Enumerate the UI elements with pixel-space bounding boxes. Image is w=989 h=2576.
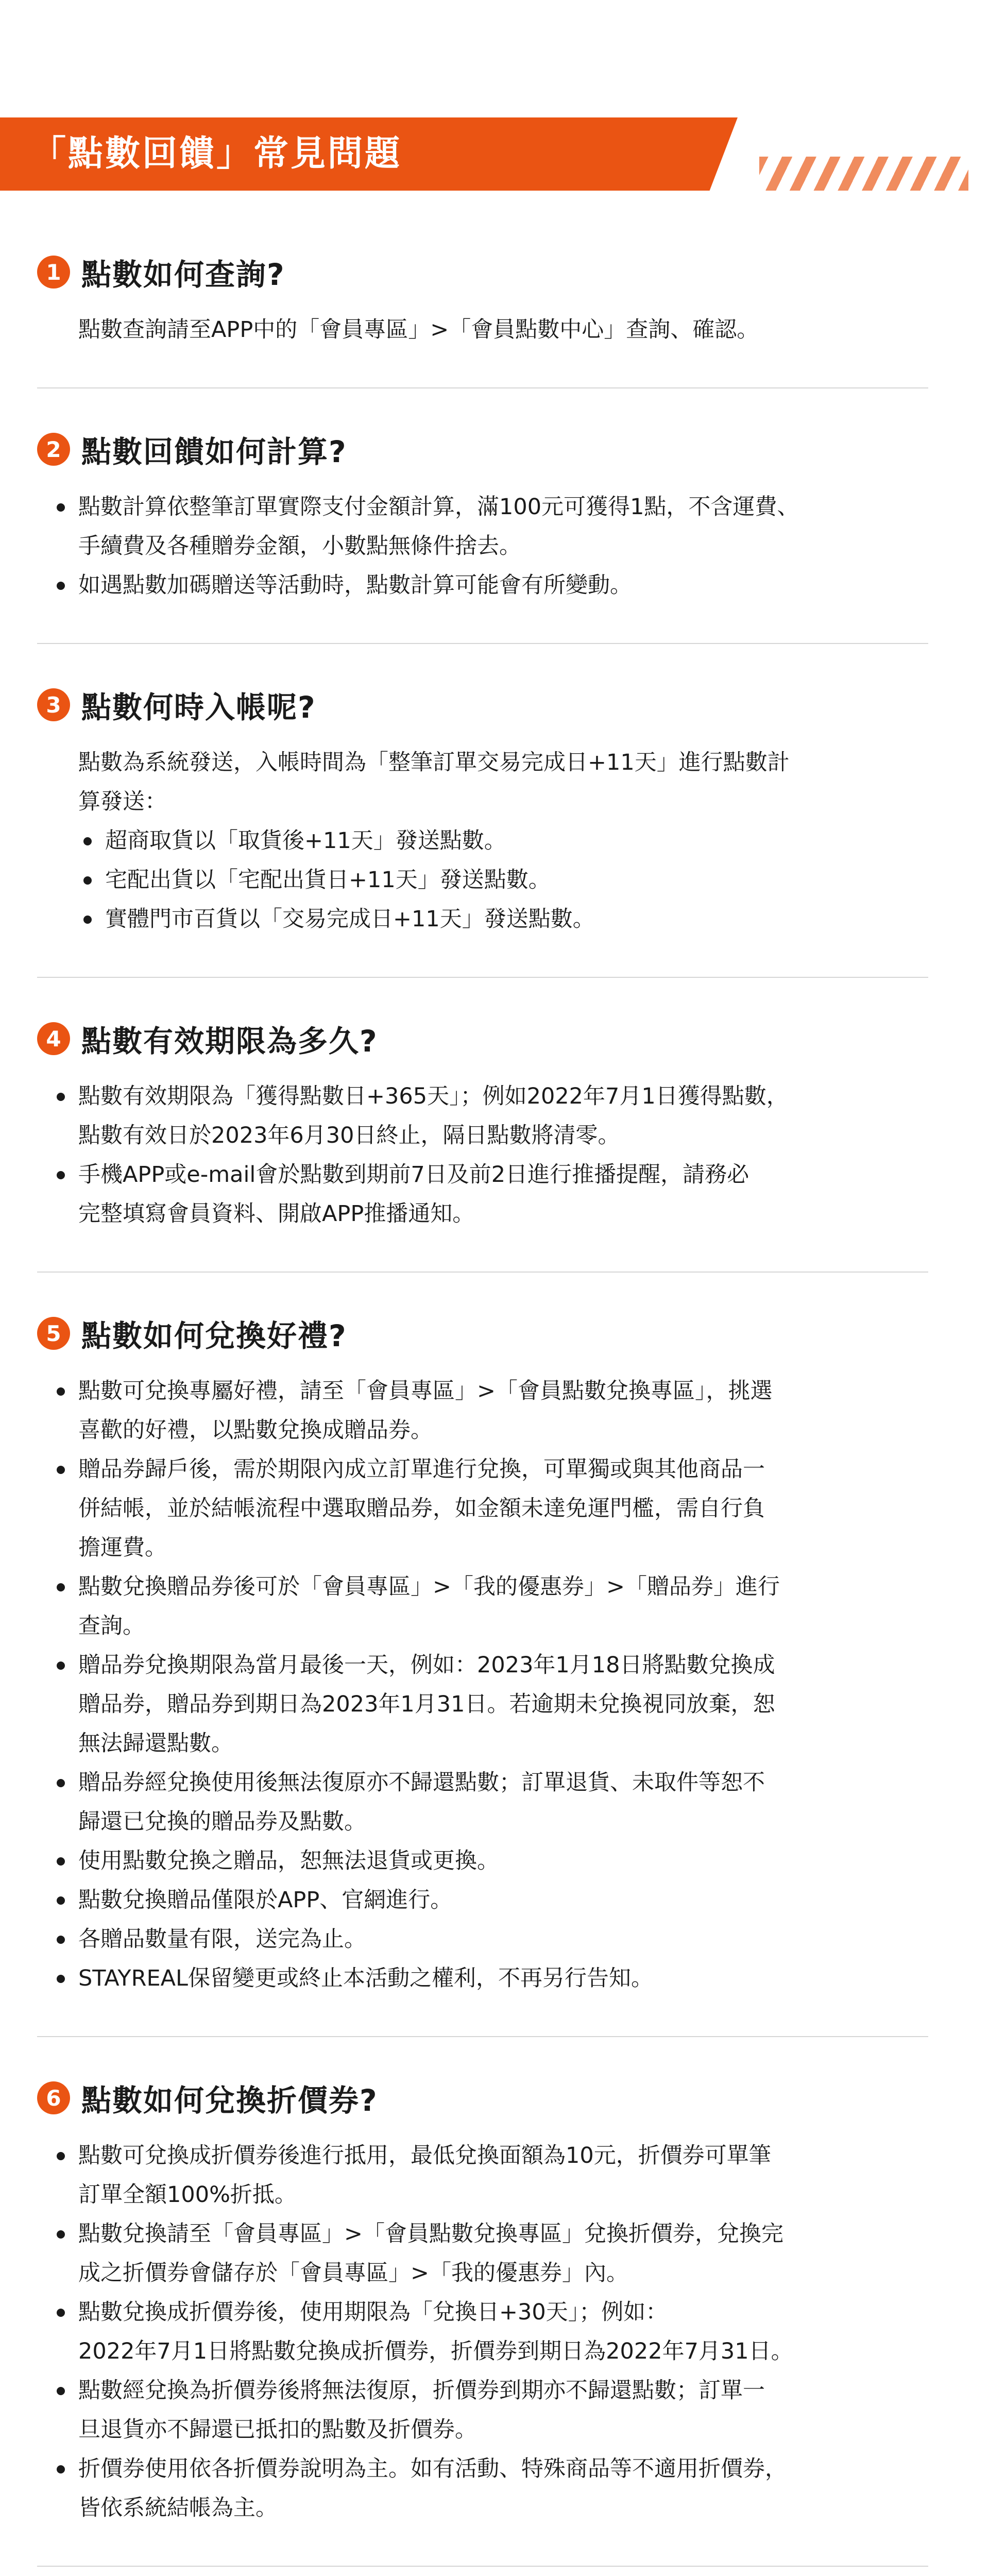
list-item: 點數兌換贈品僅限於APP、官網進行。 — [78, 1880, 932, 1920]
faq-list — [0, 252, 989, 2576]
faq-item-6 — [0, 2078, 989, 2567]
faq-item-2 — [0, 430, 989, 644]
answer-line: 點數為系統發送，入帳時間為「整筆訂單交易完成日+11天」進行點數計 — [78, 750, 790, 775]
list-item: 點數有效期限為「獲得點數日+365天」；例如2022年7月1日獲得點數， — [78, 1077, 932, 1116]
list-item-continuation: 無法歸還點數。 — [78, 1731, 233, 1756]
list-item: 點數經兌換為折價券後將無法復原，折價券到期亦不歸還點數；訂單一 — [78, 2371, 932, 2410]
list-item: 使用點數兌換之贈品，恕無法退貨或更換。 — [78, 1841, 932, 1880]
list-item: 各贈品數量有限，送完為止。 — [78, 1920, 932, 1959]
list-item: 贈品券經兌換使用後無法復原亦不歸還點數；訂單退貨、未取件等恕不 — [78, 1763, 932, 1802]
answer-list — [78, 487, 932, 605]
list-item: 贈品券兌換期限為當月最後一天，例如：2023年1月18日將點數兌換成 — [78, 1646, 932, 1685]
question-number-badge: 1 — [37, 256, 70, 289]
faq-question — [0, 1314, 989, 1353]
section-divider — [37, 2566, 928, 2567]
list-item-continuation: 完整填寫會員資料、開啟APP推播通知。 — [78, 1201, 475, 1227]
list-item-continuation: 點數有效日於2023年6月30日終止，隔日點數將清零。 — [78, 1123, 620, 1148]
banner-stripes-decoration — [759, 157, 968, 191]
question-text: 點數如何查詢? — [81, 257, 285, 292]
section-divider — [37, 977, 928, 978]
question-text: 點數有效期限為多久? — [81, 1024, 378, 1059]
list-item-continuation: 訂單全額100%折抵。 — [78, 2182, 297, 2208]
question-number-badge: 2 — [37, 433, 70, 466]
list-item-continuation: 擔運費。 — [78, 1535, 167, 1561]
list-item-continuation: 2022年7月1日將點數兌換成折價券，折價券到期日為2022年7月31日。 — [78, 2338, 793, 2364]
faq-item-1 — [0, 252, 989, 388]
faq-answer — [0, 1077, 989, 1233]
faq-question — [0, 430, 989, 469]
list-item: 贈品券歸戶後，需於期限內成立訂單進行兌換，可單獨或與其他商品一 — [78, 1450, 932, 1489]
question-number-badge: 3 — [37, 688, 70, 721]
faq-answer — [0, 743, 989, 939]
faq-answer — [0, 2136, 989, 2528]
faq-item-4 — [0, 1019, 989, 1273]
faq-question — [0, 1019, 989, 1058]
list-item: 點數兌換成折價券後，使用期限為「兌換日+30天」；例如： — [78, 2293, 932, 2332]
answer-list — [78, 1371, 932, 1998]
faq-banner — [0, 117, 989, 191]
list-item-continuation: 旦退貨亦不歸還已抵扣的點數及折價券。 — [78, 2417, 477, 2443]
list-item: 超商取貨以「取貨後+11天」發送點數。 — [105, 821, 932, 860]
question-number-badge: 5 — [37, 1317, 70, 1350]
question-number-badge: 4 — [37, 1022, 70, 1055]
faq-item-5 — [0, 1314, 989, 2037]
question-text: 點數回饋如何計算? — [81, 434, 347, 469]
list-item-continuation: 贈品券，贈品券到期日為2023年1月31日。若逾期未兌換視同放棄，恕 — [78, 1691, 775, 1717]
answer-sub-list — [78, 821, 932, 939]
list-item: 宅配出貨以「宅配出貨日+11天」發送點數。 — [105, 860, 932, 900]
faq-item-3 — [0, 685, 989, 978]
faq-answer — [0, 310, 989, 349]
list-item: 如遇點數加碼贈送等活動時，點數計算可能會有所變動。 — [78, 566, 932, 605]
list-item: 點數兌換贈品券後可於「會員專區」>「我的優惠券」>「贈品券」進行 — [78, 1567, 932, 1606]
section-divider — [37, 1272, 928, 1273]
list-item: 點數可兌換專屬好禮，請至「會員專區」>「會員點數兌換專區」，挑選 — [78, 1371, 932, 1411]
question-text: 點數如何兌換折價券? — [81, 2083, 378, 2118]
faq-question — [0, 2078, 989, 2117]
faq-answer — [0, 1371, 989, 1998]
list-item: 實體門市百貨以「交易完成日+11天」發送點數。 — [105, 900, 932, 939]
list-item: 點數計算依整筆訂單實際支付金額計算，滿100元可獲得1點，不含運費、 — [78, 487, 932, 527]
section-divider — [37, 643, 928, 644]
page-title: 「點數回饋」常見問題 — [31, 133, 402, 174]
answer-list — [78, 1077, 932, 1233]
faq-answer — [0, 487, 989, 605]
section-divider — [37, 387, 928, 388]
question-text: 點數如何兌換好禮? — [81, 1318, 347, 1353]
section-divider — [37, 2036, 928, 2037]
list-item-continuation: 併結帳，並於結帳流程中選取贈品券，如金額未達免運門檻，需自行負 — [78, 1496, 765, 1521]
list-item-continuation: 成之折價券會儲存於「會員專區」>「我的優惠券」內。 — [78, 2260, 629, 2286]
list-item: 手機APP或e-mail會於點數到期前7日及前2日進行推播提醒，請務必 — [78, 1155, 932, 1194]
answer-line: 算發送： — [78, 789, 167, 815]
list-item: 點數兌換請至「會員專區」>「會員點數兌換專區」兌換折價券，兌換完 — [78, 2214, 932, 2253]
answer-list — [78, 2136, 932, 2528]
list-item-continuation: 歸還已兌換的贈品券及點數。 — [78, 1809, 366, 1835]
faq-question — [0, 252, 989, 292]
question-text: 點數何時入帳呢? — [81, 690, 316, 725]
list-item: 折價券使用依各折價券說明為主。如有活動、特殊商品等不適用折價券， — [78, 2449, 932, 2488]
question-number-badge: 6 — [37, 2081, 70, 2114]
answer-line: 點數查詢請至APP中的「會員專區」>「會員點數中心」查詢、確認。 — [78, 317, 759, 343]
list-item: 點數可兌換成折價券後進行抵用，最低兌換面額為10元，折價券可單筆 — [78, 2136, 932, 2175]
list-item-continuation: 喜歡的好禮，以點數兌換成贈品券。 — [78, 1417, 433, 1443]
list-item-continuation: 查詢。 — [78, 1613, 145, 1639]
list-item-continuation: 皆依系統結帳為主。 — [78, 2495, 278, 2521]
list-item-continuation: 手續費及各種贈券金額，小數點無條件捨去。 — [78, 533, 521, 559]
list-item: STAYREAL保留變更或終止本活動之權利，不再另行告知。 — [78, 1959, 932, 1998]
faq-question — [0, 685, 989, 724]
